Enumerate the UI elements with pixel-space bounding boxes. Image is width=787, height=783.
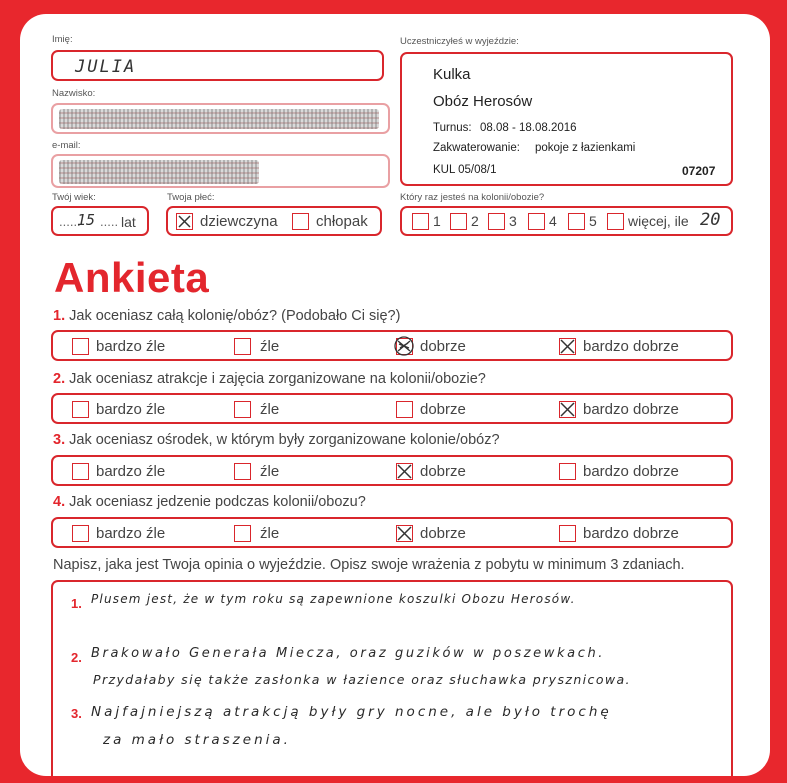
opinion-line-1: Plusem jest, że w tym roku są zapewnione koszulki Obozu Herosów. — [91, 592, 576, 606]
opinion-line-3b: za mało straszenia. — [103, 732, 291, 748]
q1-checkbox-dobrze[interactable] — [396, 338, 413, 355]
times-option-4: 4 — [549, 213, 557, 229]
gender-label: Twoja płeć: — [167, 192, 215, 203]
turnus-value: 08.08 - 18.08.2016 — [480, 122, 577, 134]
name-value: JULIA — [75, 57, 137, 77]
check-mark-icon — [396, 463, 413, 480]
camp-code: KUL 05/08/1 — [433, 164, 497, 176]
opinion-line-3: Najfajniejszą atrakcją były gry nocne, ale było trochę — [91, 704, 612, 720]
q3-option-zle: źle — [260, 463, 280, 480]
form-number: 07207 — [682, 164, 716, 178]
question-2-text: Jak oceniasz atrakcje i zajęcia zorganizowane na kolonii/obozie? — [69, 371, 486, 387]
checkbox-times-3[interactable] — [488, 213, 505, 230]
question-4-options — [51, 517, 733, 548]
accommodation-label: Zakwaterowanie: — [433, 142, 520, 154]
age-value: 15 — [77, 211, 96, 229]
q2-option-bardzo-zle: bardzo źle — [96, 401, 166, 418]
age-unit: lat — [121, 214, 136, 230]
times-answer: 20 — [700, 210, 721, 230]
participant-label: Uczestniczyłeś w wyjeździe: — [400, 36, 519, 47]
checkbox-times-more[interactable] — [607, 213, 624, 230]
surname-field[interactable] — [51, 103, 390, 134]
check-mark-icon — [396, 525, 413, 542]
name-label: Imię: — [52, 34, 73, 45]
q4-option-dobrze: dobrze — [420, 525, 466, 542]
surname-label: Nazwisko: — [52, 88, 96, 99]
opinion-line-3-number: 3. — [71, 706, 82, 721]
opinion-line-2-number: 2. — [71, 650, 82, 665]
checkbox-times-1[interactable] — [412, 213, 429, 230]
q1-option-dobrze: dobrze — [420, 338, 466, 355]
question-3-text: Jak oceniasz ośrodek, w którym były zorganizowane kolonie/obóz? — [69, 432, 500, 448]
q1-checkbox-bardzo-dobrze[interactable] — [559, 338, 576, 355]
age-label: Twój wiek: — [52, 192, 96, 203]
participant-box — [400, 52, 733, 186]
name-field[interactable] — [51, 50, 384, 81]
q4-checkbox-zle[interactable] — [234, 525, 251, 542]
q4-checkbox-dobrze[interactable] — [396, 525, 413, 542]
checkbox-times-4[interactable] — [528, 213, 545, 230]
check-mark-icon — [176, 213, 193, 230]
age-field[interactable]: ...... 15 ..... lat — [51, 206, 149, 236]
camp-name: Obóz Herosów — [433, 93, 533, 110]
question-2-options — [51, 393, 733, 424]
q4-checkbox-bardzo-zle[interactable] — [72, 525, 89, 542]
q2-option-bardzo-dobrze: bardzo dobrze — [583, 401, 679, 418]
opinion-line-1-number: 1. — [71, 596, 82, 611]
survey-sheet — [20, 14, 770, 776]
q2-checkbox-zle[interactable] — [234, 401, 251, 418]
check-mark-icon — [559, 338, 576, 355]
times-option-1: 1 — [433, 213, 441, 229]
question-4-text: Jak oceniasz jedzenie podczas kolonii/obozu? — [69, 494, 366, 510]
times-option-3: 3 — [509, 213, 517, 229]
question-1-options — [51, 330, 733, 361]
q3-checkbox-zle[interactable] — [234, 463, 251, 480]
q4-option-bardzo-dobrze: bardzo dobrze — [583, 525, 679, 542]
redacted-surname — [59, 109, 379, 129]
q3-checkbox-bardzo-zle[interactable] — [72, 463, 89, 480]
redacted-email — [59, 160, 259, 184]
q3-option-bardzo-dobrze: bardzo dobrze — [583, 463, 679, 480]
times-option-5: 5 — [589, 213, 597, 229]
check-mark-icon — [559, 401, 576, 418]
checkbox-chlopak[interactable] — [292, 213, 309, 230]
q1-checkbox-bardzo-zle[interactable] — [72, 338, 89, 355]
q2-option-zle: źle — [260, 401, 280, 418]
opinion-field[interactable] — [51, 580, 733, 776]
q3-checkbox-dobrze[interactable] — [396, 463, 413, 480]
q1-option-zle: źle — [260, 338, 280, 355]
question-1 — [53, 308, 400, 324]
q3-option-dobrze: dobrze — [420, 463, 466, 480]
q4-option-bardzo-zle: bardzo źle — [96, 525, 166, 542]
q1-checkbox-zle[interactable] — [234, 338, 251, 355]
q2-checkbox-dobrze[interactable] — [396, 401, 413, 418]
gender-option-dziewczyna: dziewczyna — [200, 213, 278, 230]
q1-option-bardzo-zle: bardzo źle — [96, 338, 166, 355]
question-3-number: 3. — [53, 432, 66, 448]
participant-name: Kulka — [433, 66, 471, 83]
opinion-prompt: Napisz, jaka jest Twoja opinia o wyjeździe. Opisz swoje wrażenia z pobytu w minimum 3 zdaniach. — [53, 557, 685, 573]
times-label: Który raz jesteś na kolonii/obozie? — [400, 192, 545, 203]
gender-field — [166, 206, 382, 236]
question-2-number: 2. — [53, 371, 66, 387]
accommodation-value: pokoje z łazienkami — [535, 142, 636, 154]
times-option-2: 2 — [471, 213, 479, 229]
checkbox-dziewczyna[interactable] — [176, 213, 193, 230]
question-4 — [53, 494, 366, 510]
opinion-line-2: Brakowało Generała Miecza, oraz guzików w poszewkach. — [91, 646, 606, 661]
turnus-label: Turnus: — [433, 122, 472, 134]
question-2 — [53, 371, 486, 387]
question-4-number: 4. — [53, 494, 66, 510]
survey-title: Ankieta — [54, 254, 210, 301]
q1-option-bardzo-dobrze: bardzo dobrze — [583, 338, 679, 355]
scribbled-check-icon — [394, 336, 414, 356]
question-1-number: 1. — [53, 308, 66, 324]
question-1-text: Jak oceniasz całą kolonię/obóz? (Podobało Ci się?) — [69, 308, 401, 324]
q4-checkbox-bardzo-dobrze[interactable] — [559, 525, 576, 542]
email-field[interactable] — [51, 154, 390, 188]
times-option-more: więcej, ile — [628, 213, 689, 229]
q2-checkbox-bardzo-dobrze[interactable] — [559, 401, 576, 418]
checkbox-times-2[interactable] — [450, 213, 467, 230]
question-3 — [53, 432, 500, 448]
q3-checkbox-bardzo-dobrze[interactable] — [559, 463, 576, 480]
checkbox-times-5[interactable] — [568, 213, 585, 230]
q2-option-dobrze: dobrze — [420, 401, 466, 418]
gender-option-chlopak: chłopak — [316, 213, 368, 230]
q4-option-zle: źle — [260, 525, 280, 542]
times-field — [400, 206, 733, 236]
q3-option-bardzo-zle: bardzo źle — [96, 463, 166, 480]
opinion-line-2b: Przydałaby się także zasłonka w łazience oraz słuchawka prysznicowa. — [93, 672, 631, 687]
question-3-options — [51, 455, 733, 486]
q2-checkbox-bardzo-zle[interactable] — [72, 401, 89, 418]
email-label: e-mail: — [52, 140, 81, 151]
